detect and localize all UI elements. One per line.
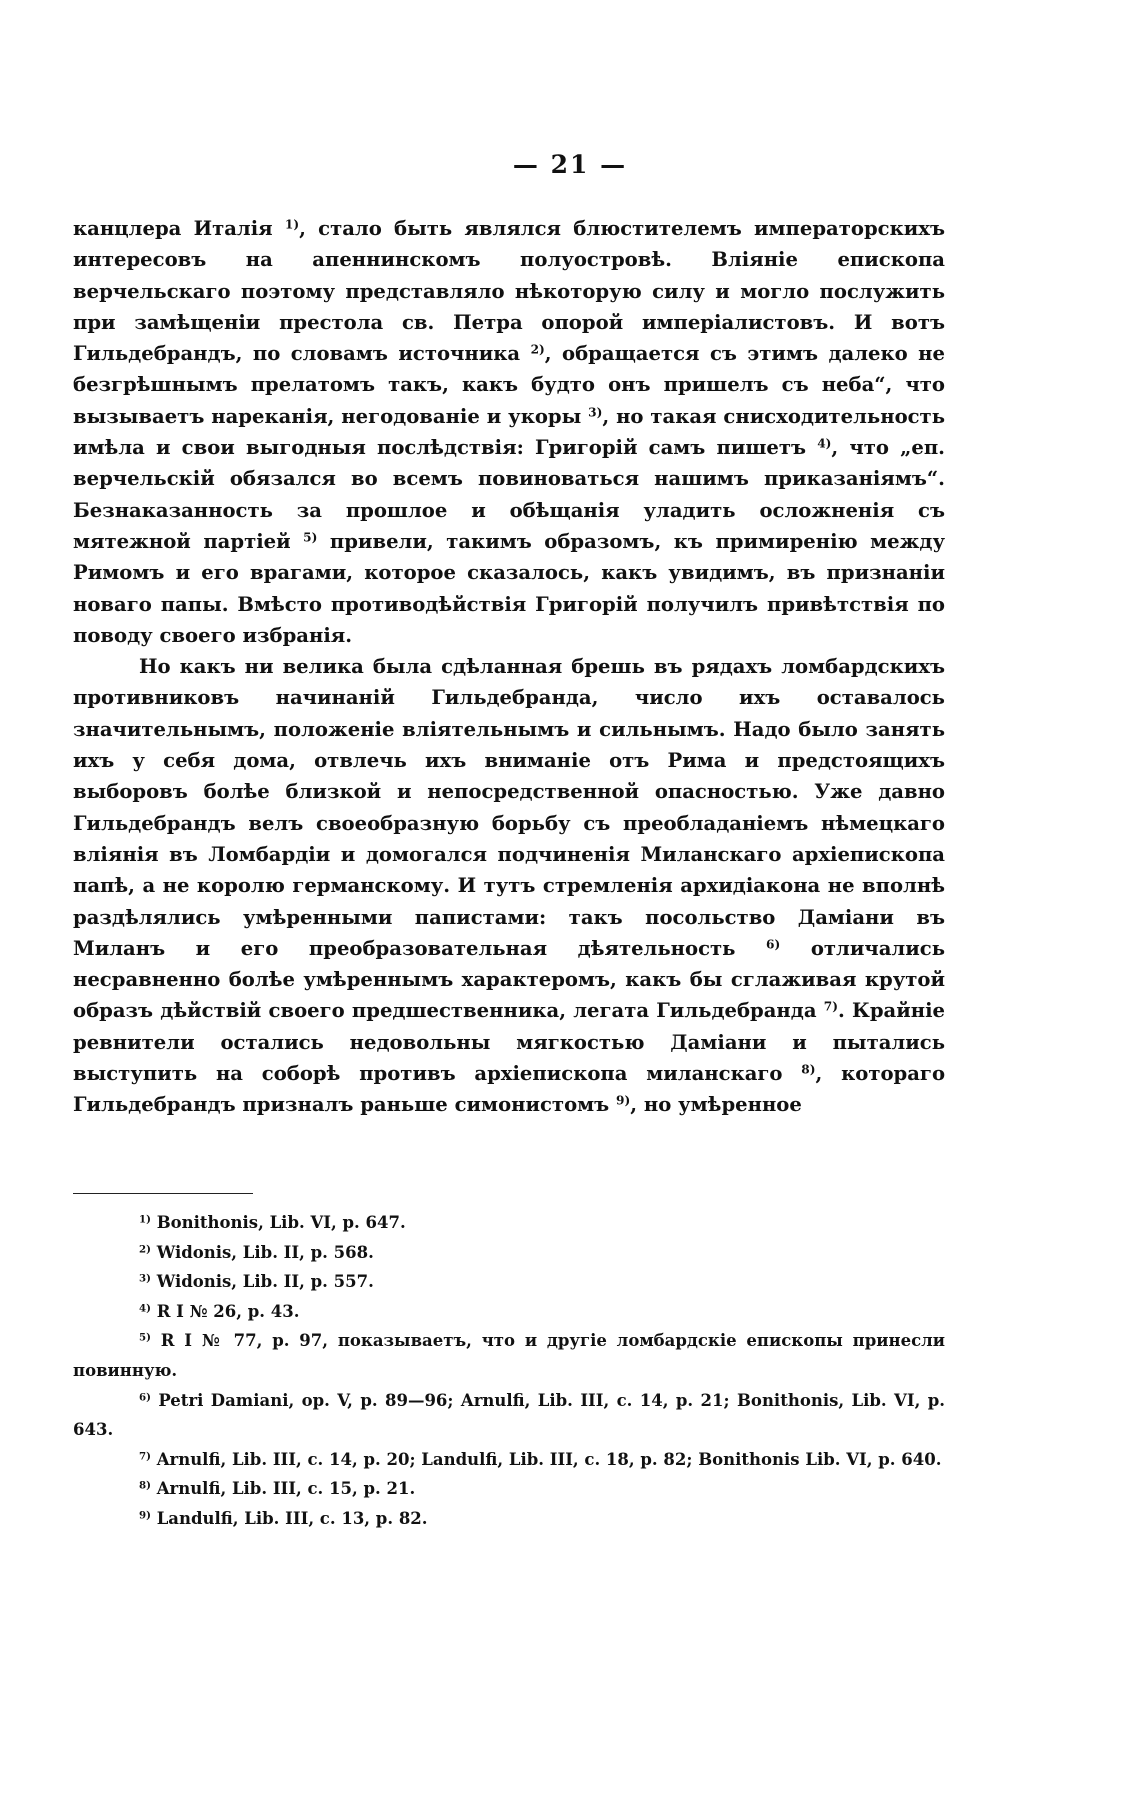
text-run: . Крайніе ревнители остались недовольны мягкостью Даміани и пытались выступить на соборѣ противъ архіепископа миланскаго xyxy=(73,999,945,1086)
footnote-ref: 9) xyxy=(616,1093,631,1108)
footnote-text: Widonis, Lib. II, p. 568. xyxy=(150,1242,374,1262)
footnote-text: Widonis, Lib. II, p. 557. xyxy=(150,1272,374,1292)
text-run: , но такая снисходительность имѣла и свои выгодныя послѣдствія: Григорій самъ пишетъ xyxy=(73,404,946,460)
footnote xyxy=(73,1267,945,1297)
footnotes xyxy=(73,1208,945,1534)
footnote-mark: 3) xyxy=(139,1272,151,1285)
footnote-text: Petri Damiani, op. V, p. 89—96; Arnulfi, Lib. III, c. 14, p. 21; Bonithonis, Lib. VI, p. 643. xyxy=(73,1390,945,1440)
footnote xyxy=(73,1297,945,1327)
footnote-mark: 8) xyxy=(139,1479,151,1492)
footnote xyxy=(73,1504,945,1534)
footnote-ref: 3) xyxy=(588,405,603,420)
footnote-ref: 5) xyxy=(303,530,318,545)
main-text xyxy=(73,213,945,1121)
paragraph xyxy=(73,213,945,651)
text-run: , что „еп. верчельскій обязался во всемъ повиноваться нашимъ приказаніямъ“. Безнаказанность за прошлое и обѣщанія уладить осложненія съ мятежной партіей xyxy=(73,436,945,553)
footnote-text: R I № 77, p. 97, показываетъ, что и другіе ломбардскіе епископы принесли повинную. xyxy=(73,1331,945,1380)
footnote xyxy=(73,1445,945,1475)
footnote-text: Bonithonis, Lib. VI, p. 647. xyxy=(150,1213,406,1232)
footnote-text: R I № 26, p. 43. xyxy=(150,1301,300,1321)
footnote-ref: 1) xyxy=(284,217,300,232)
footnote-text: Arnulfi, Lib. III, c. 14, p. 20; Landulfi, Lib. III, c. 18, p. 82; Bonithonis Lib. VI, p. 640. xyxy=(150,1449,942,1469)
text-run: , но умѣренное xyxy=(630,1093,802,1117)
footnote-ref: 4) xyxy=(817,436,832,451)
footnote-mark: 5) xyxy=(139,1331,151,1344)
footnote-text: Arnulfi, Lib. III, c. 15, p. 21. xyxy=(150,1479,416,1499)
footnote-ref: 2) xyxy=(530,342,545,357)
footnote-ref: 7) xyxy=(823,999,838,1014)
footnote xyxy=(73,1326,945,1385)
text-run: отличались несравненно болѣе умѣреннымъ характеромъ, какъ бы сглаживая крутой образъ дѣйствій своего предшественника, легата Гильдебранда xyxy=(73,936,945,1023)
paragraph xyxy=(73,651,945,1120)
footnote-mark: 7) xyxy=(139,1450,151,1463)
footnote-divider xyxy=(73,1193,253,1194)
text-run: , обращается съ этимъ далеко не безгрѣшнымъ прелатомъ такъ, какъ будто онъ пришелъ съ неба“, что вызываетъ нареканія, негодованіе и укоры xyxy=(73,342,945,428)
footnote-mark: 6) xyxy=(139,1390,151,1403)
footnote-mark: 9) xyxy=(139,1509,151,1522)
footnote-ref: 8) xyxy=(801,1062,816,1077)
footnote-ref: 6) xyxy=(766,937,781,952)
text-run: канцлера Италія xyxy=(73,217,285,240)
footnote-text: Landulfi, Lib. III, c. 13, p. 82. xyxy=(150,1508,428,1528)
footnote-mark: 1) xyxy=(139,1213,151,1226)
page-number: — 21 — xyxy=(512,150,628,179)
text-run: привели, такимъ образомъ, къ примиренію между Римомъ и его врагами, которое сказалось, какъ увидимъ, въ признаніи новаго папы. Вмѣсто противодѣйствія Григорій получилъ привѣтствія по поводу своего избранія. xyxy=(73,529,946,647)
text-run: , стало быть являлся блюстителемъ императорскихъ интересовъ на апеннинскомъ полуостровѣ. Вліяніе епископа верчельскаго поэтому представляло нѣкоторую силу и могло послужить при замѣщеніи престола св. Петра опорой имперіалистовъ. И вотъ Гильдебрандъ, по словамъ источника xyxy=(73,217,945,366)
footnote xyxy=(73,1474,945,1504)
footnote-mark: 4) xyxy=(139,1302,151,1315)
footnote-mark: 2) xyxy=(139,1242,151,1255)
footnote xyxy=(73,1386,945,1445)
text-run: , котораго Гильдебрандъ призналъ раньше симонистомъ xyxy=(73,1062,946,1117)
footnote xyxy=(73,1238,945,1268)
text-run: Но какъ ни велика была сдѣланная брешь въ рядахъ ломбардскихъ противниковъ начинаній Гильдебранда, число ихъ оставалось значительнымъ, положеніе вліятельнымъ и сильнымъ. Надо было занять ихъ у себя дома, отвлечь ихъ вниманіе отъ Рима и предстоящихъ выборовъ болѣе близкой и непосредственной опасностью. Уже давно Гильдебрандъ велъ своеобразную борьбу съ преобладаніемъ нѣмецкаго вліянія въ Ломбардіи и домогался подчиненія Миланскаго архіепископа папѣ, а не королю германскому. И тутъ стремленія архидіакона не вполнѣ раздѣлялись умѣренными папистами: такъ посольство Даміани въ Миланъ и его преобразовательная дѣятельность xyxy=(73,655,945,960)
footnote xyxy=(73,1208,945,1238)
